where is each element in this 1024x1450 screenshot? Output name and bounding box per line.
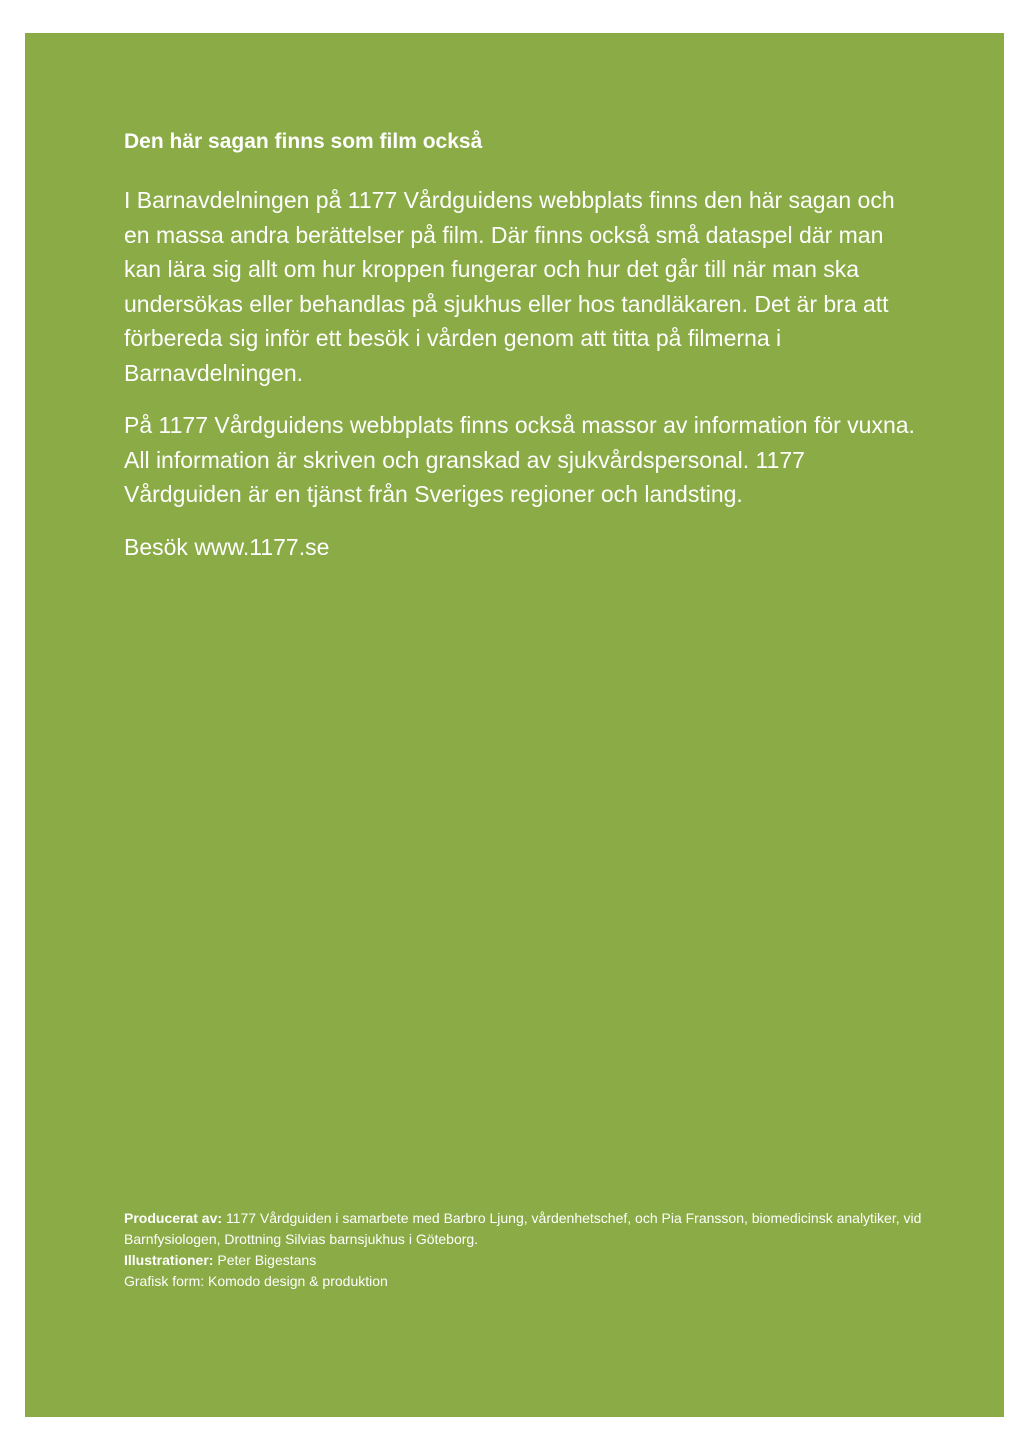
illustrations-text: Peter Bigestans [217,1252,317,1268]
design-label: Grafisk form: [124,1273,205,1289]
section-heading: Den här sagan finns som film också [124,130,483,153]
credits-block [124,1208,924,1292]
design-text: Komodo design & produktion [208,1273,388,1289]
illustrations-label: Illustrationer: [124,1252,214,1268]
credit-illustrations [124,1250,924,1271]
paragraph-barnavdelningen: I Barnavdelningen på 1177 Vårdguidens webbplats finns den här sagan och en massa andra berättelser på film. Där finns också små dataspel där man kan lära sig allt om hur kroppen fungerar och hur det går till när man ska undersökas eller behandlas på sjukhus eller hos tandläkaren. Det är bra att förbereda sig inför ett besök i vården genom att titta på filmerna i Barnavdelningen. [124,187,895,386]
credit-design [124,1271,924,1292]
credit-producer [124,1208,924,1250]
paragraph-vuxna: På 1177 Vårdguidens webbplats finns också massor av information för vuxna. All information är skriven och granskad av sjukvårdspersonal. 1177 Vårdguiden är en tjänst från Sveriges regioner och landsting. [124,412,915,508]
producer-text: 1177 Vårdguiden i samarbete med Barbro Ljung, vårdenhetschef, och Pia Fransson, biomedicinsk analytiker, vid Barnfysiologen, Drottning Silvias barnsjukhus i Göteborg. [124,1210,922,1247]
main-content [124,128,924,564]
visit-website-text: Besök www.1177.se [124,533,330,560]
producer-label: Producerat av: [124,1210,223,1226]
